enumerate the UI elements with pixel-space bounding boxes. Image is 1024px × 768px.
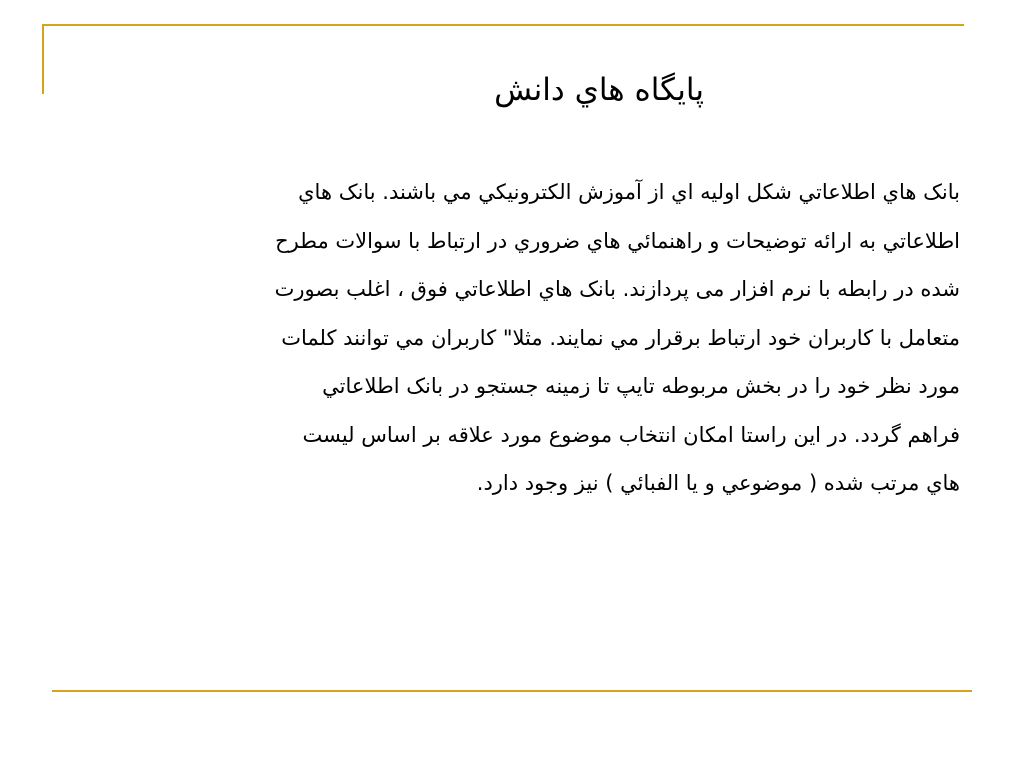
body-line: اطلاعاتي به ارائه توضيحات و راهنمائي هاي ضروري در ارتباط با سوالات مطرح xyxy=(275,228,960,253)
body-line: فراهم گردد. در اين راستا امكان انتخاب موضوع مورد علاقه بر اساس ليست xyxy=(302,422,960,447)
slide-body-text xyxy=(60,168,960,508)
slide-title: پايگاه هاي دانش xyxy=(494,72,704,108)
body-line: متعامل با كاربران خود ارتباط برقرار مي نمايند. مثلا" كاربران مي توانند كلمات xyxy=(281,325,960,350)
top-rule-line xyxy=(42,24,964,26)
body-line: هاي مرتب شده ( موضوعي و يا الفبائي ) نيز وجود دارد. xyxy=(476,471,960,495)
bottom-rule-line xyxy=(52,690,972,692)
body-line: مورد نظر خود را در بخش مربوطه تايپ تا زمينه جستجو در بانک اطلاعاتي xyxy=(322,374,960,398)
left-rule-line xyxy=(42,24,44,94)
body-line: بانک هاي اطلاعاتي شكل اوليه اي از آموزش الكترونيكي مي باشند. بانک هاي xyxy=(298,180,960,204)
body-line: شده در رابطه با نرم افزار می پردازند. بانک هاي اطلاعاتي فوق ، اغلب بصورت xyxy=(274,277,960,301)
